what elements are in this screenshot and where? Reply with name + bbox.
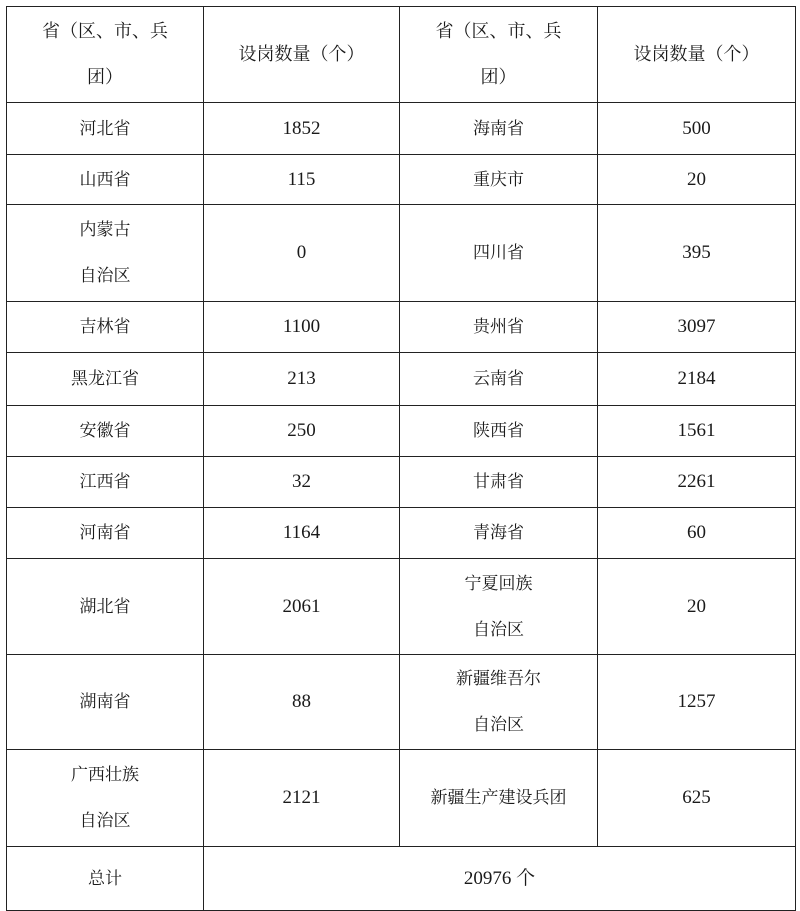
table-row [7,750,796,847]
table-row [7,205,796,302]
post-count: 2184 [598,353,796,406]
post-count: 1257 [598,655,796,750]
region-name: 黑龙江省 [7,353,204,406]
header-region-line1: 省（区、市、兵 [42,20,168,42]
region-name: 四川省 [400,205,598,302]
region-name: 海南省 [400,103,598,155]
region-name-line: 广西壮族 [71,765,139,785]
region-name: 甘肃省 [400,457,598,508]
post-count: 0 [204,205,400,302]
header-count-left: 设岗数量（个） [204,7,400,103]
region-name-line: 自治区 [473,715,524,735]
region-name: 云南省 [400,353,598,406]
region-name: 安徽省 [7,406,204,457]
region-name: 贵州省 [400,302,598,353]
region-name: 河北省 [7,103,204,155]
post-count: 1561 [598,406,796,457]
total-row [7,847,796,911]
region-name-line: 自治区 [79,266,131,286]
post-count: 2261 [598,457,796,508]
region-name [7,205,204,302]
total-value: 20976 个 [204,847,796,911]
header-region-right [400,7,598,103]
region-name: 湖南省 [7,655,204,750]
region-name-line: 自治区 [473,619,524,640]
table-row [7,155,796,205]
post-count: 213 [204,353,400,406]
post-allocation-table [6,6,796,911]
post-count: 395 [598,205,796,302]
table-row [7,457,796,508]
post-count: 3097 [598,302,796,353]
table-row [7,508,796,559]
post-count: 500 [598,103,796,155]
region-name: 青海省 [400,508,598,559]
post-count: 625 [598,750,796,847]
total-label: 总计 [7,847,204,911]
region-name: 重庆市 [400,155,598,205]
header-region-line1: 省（区、市、兵 [435,20,562,42]
table-row [7,559,796,655]
post-count: 88 [204,655,400,750]
region-name [7,750,204,847]
post-count: 60 [598,508,796,559]
post-count: 2061 [204,559,400,655]
region-name: 吉林省 [7,302,204,353]
region-name: 湖北省 [7,559,204,655]
post-count: 1164 [204,508,400,559]
table-row [7,353,796,406]
header-region-line2: 团） [480,66,517,88]
post-count: 115 [204,155,400,205]
table-row [7,302,796,353]
region-name [400,559,598,655]
header-count-right: 设岗数量（个） [598,7,796,103]
header-region-line2: 团） [87,66,123,88]
post-count: 20 [598,155,796,205]
post-count: 2121 [204,750,400,847]
region-name-line: 新疆维吾尔 [456,669,541,689]
region-name [400,655,598,750]
post-count: 1852 [204,103,400,155]
region-name: 河南省 [7,508,204,559]
table-row [7,655,796,750]
post-count: 1100 [204,302,400,353]
table-row [7,406,796,457]
region-name: 陕西省 [400,406,598,457]
region-name: 山西省 [7,155,204,205]
post-count: 32 [204,457,400,508]
region-name-line: 自治区 [79,811,131,831]
region-name-line: 宁夏回族 [464,573,533,594]
region-name: 江西省 [7,457,204,508]
region-name-line: 内蒙古 [79,220,131,240]
region-name: 新疆生产建设兵团 [400,750,598,847]
header-row [7,7,796,103]
table-row [7,103,796,155]
post-count: 250 [204,406,400,457]
post-count: 20 [598,559,796,655]
header-region-left [7,7,204,103]
